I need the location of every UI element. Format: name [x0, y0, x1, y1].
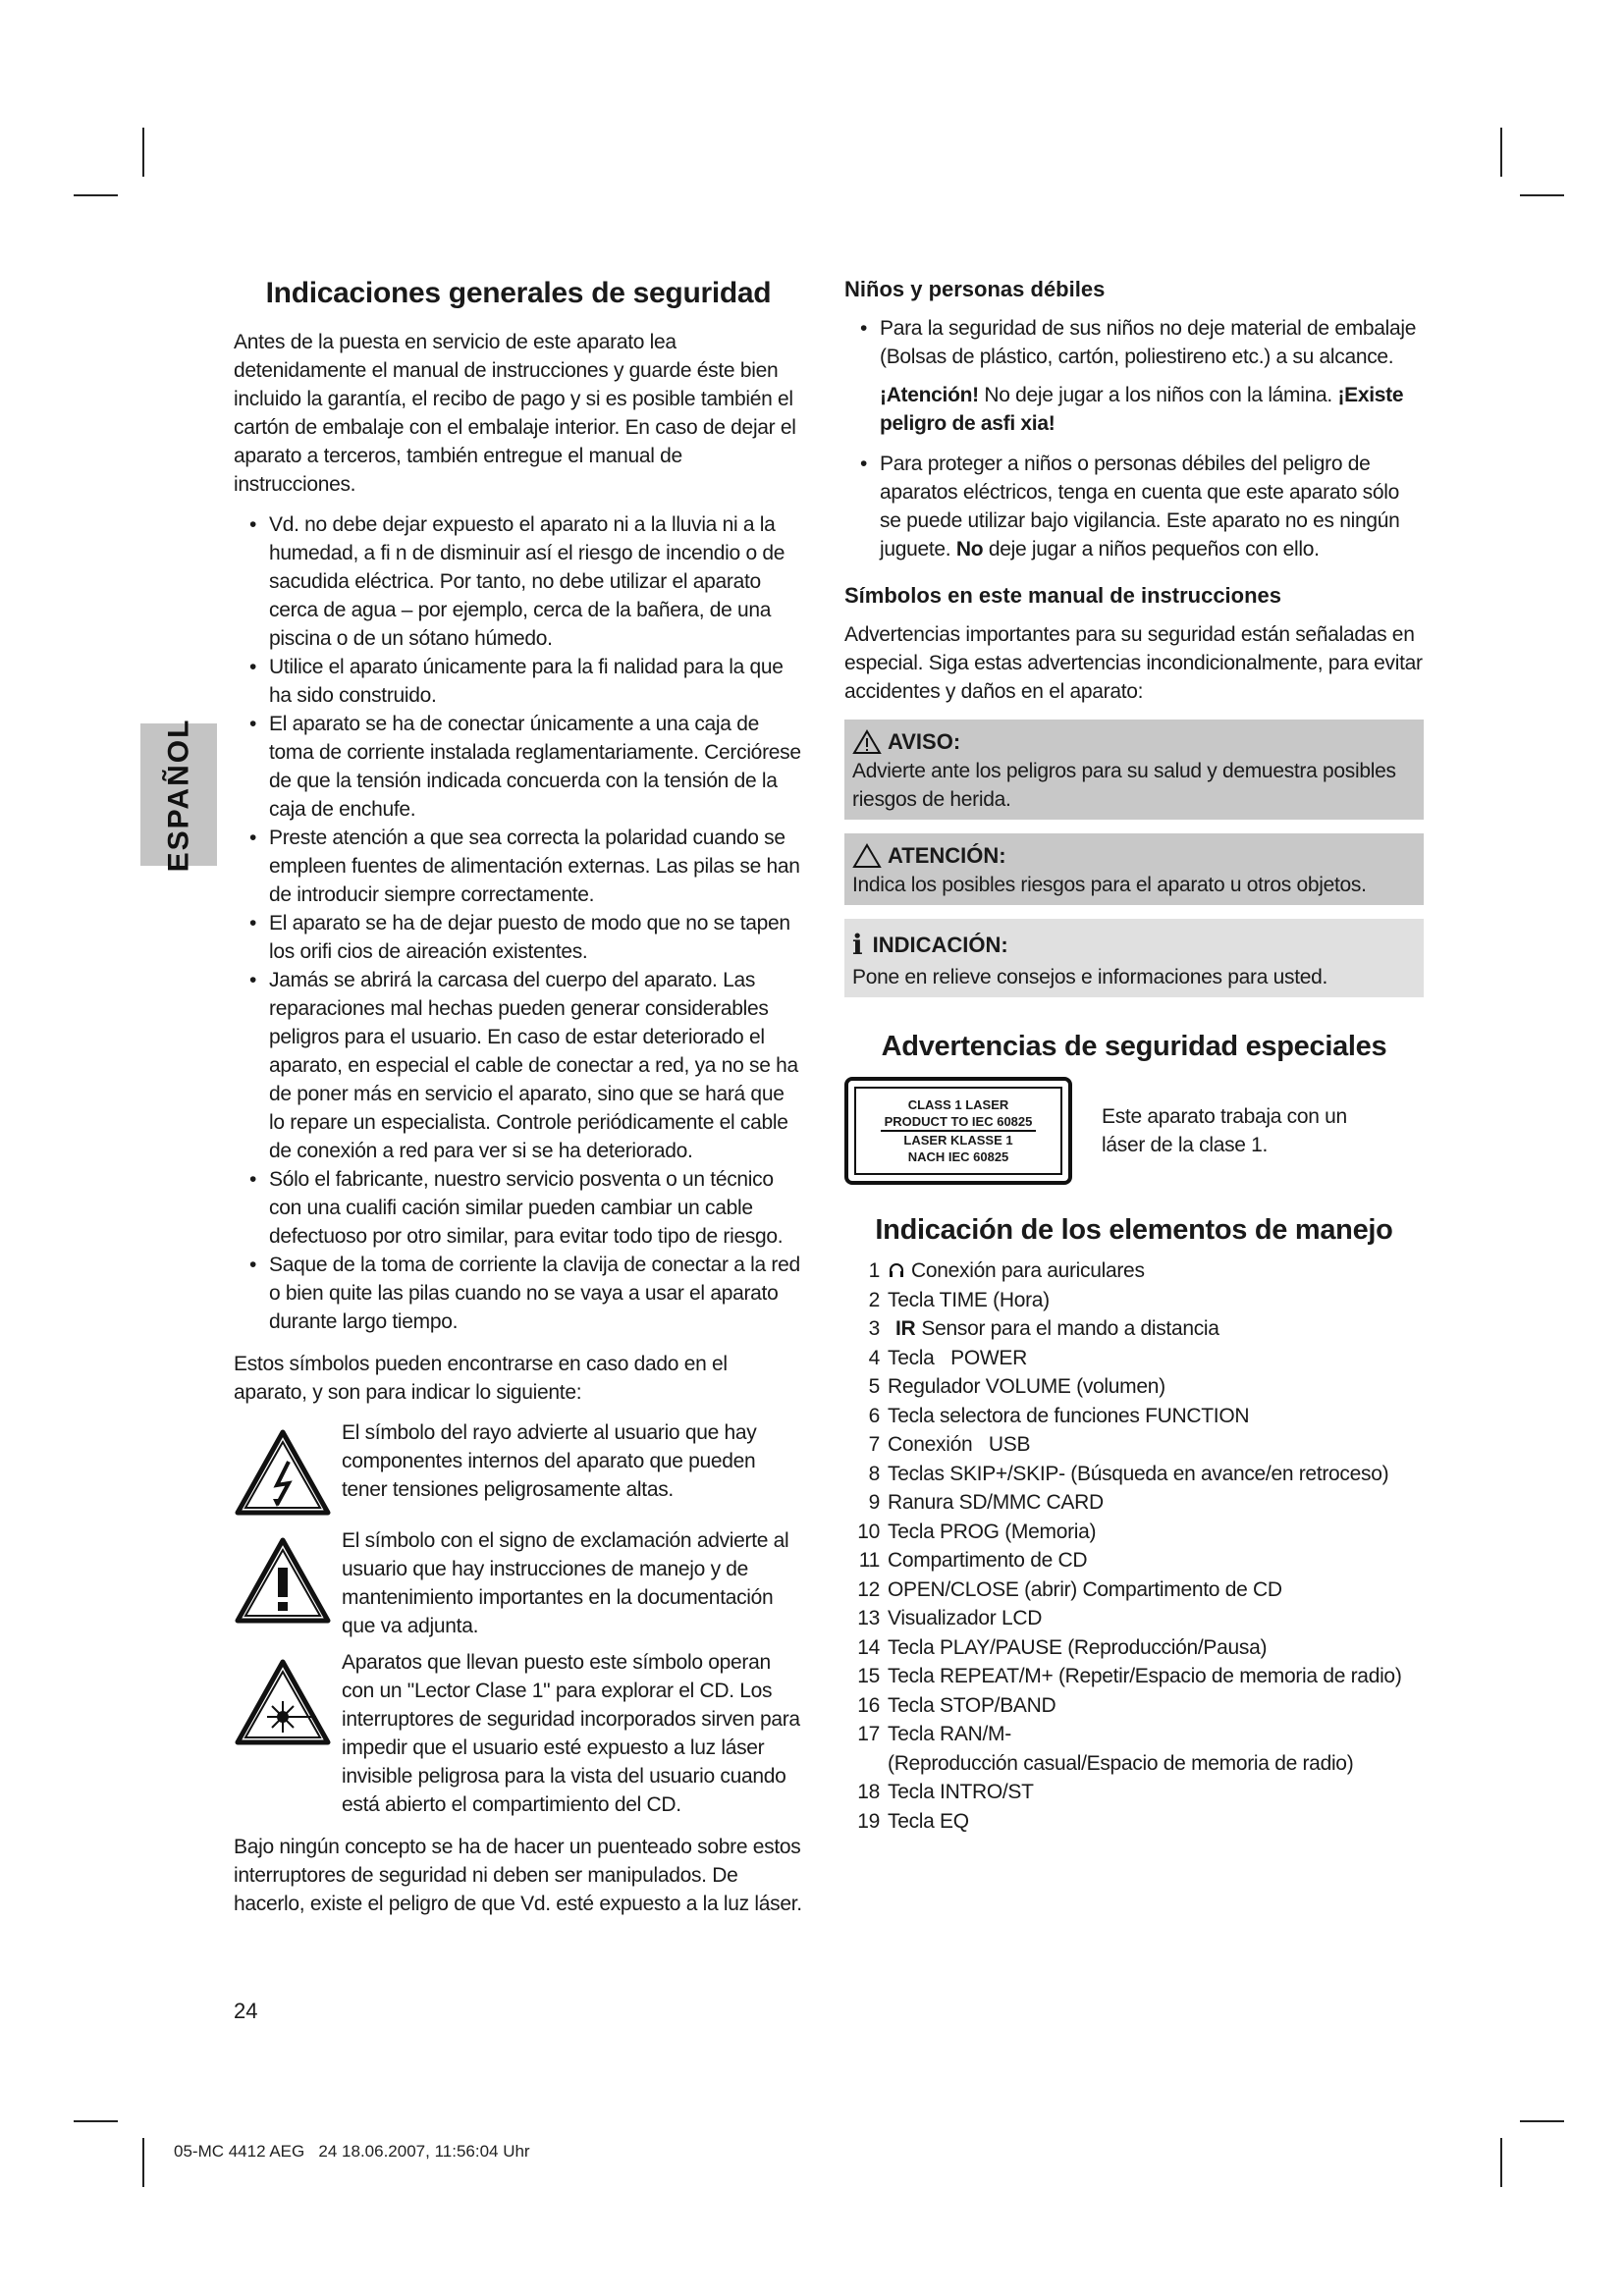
aviso-box [844, 720, 1424, 820]
aviso-text: Advierte ante los peligros para su salud y demuestra posibles riesgos de herida. [852, 760, 1396, 811]
children-bullet-list [844, 450, 1424, 563]
indicacion-title [852, 929, 1416, 961]
control-number: 2 [868, 1288, 880, 1311]
crop-mark [1500, 128, 1502, 177]
control-number: 16 [857, 1693, 880, 1717]
control-text: (Reproducción casual/Espacio de memoria de radio) [888, 1751, 1354, 1775]
control-number: 11 [858, 1549, 880, 1572]
control-item [844, 1575, 1424, 1605]
page-number: 24 [234, 1999, 258, 2023]
control-number: 10 [857, 1520, 880, 1543]
control-text: Tecla PLAY/PAUSE (Reproducción/Pausa) [888, 1635, 1268, 1659]
control-text: Tecla RAN/M- [888, 1723, 1011, 1745]
crop-mark [74, 2120, 118, 2122]
control-label: Sensor para el mando a distancia [921, 1317, 1219, 1340]
control-text: Tecla selectora de funciones FUNCTION [888, 1404, 1250, 1427]
aviso-title [852, 729, 1416, 755]
control-text: Regulador VOLUME (volumen) [888, 1375, 1165, 1398]
warning-triangle-icon [852, 729, 882, 755]
laser-label-line: NACH IEC 60825 [907, 1149, 1009, 1164]
control-item [844, 1604, 1424, 1633]
control-text: Tecla STOP/BAND [888, 1693, 1056, 1717]
laser-warning-icon [234, 1658, 332, 1748]
bullet-text: Para proteger a niños o personas débiles del peligro de aparatos eléctricos, tenga en cuenta que este aparato sólo se puede utilizar bajo vigilancia. Este aparato no es ningún juguete. [880, 453, 1400, 561]
language-tab-label: ESPAÑOL [162, 718, 195, 872]
general-safety-intro: Antes de la puesta en servicio de este aparato lea detenidamente el manual de instrucciones y guarde éste bien incluido la garantía, el recibo de pago y si es posible también el cartón de embalaje con el embalaje interior. En caso de dejar el aparato a terceros, también entregue el manual de instrucciones. [234, 331, 796, 496]
headphones-icon [888, 1261, 905, 1279]
safety-bullet: • Preste atención a que sea correcta la polaridad cuando se empleen fuentes de alimentación externas. Las pilas se han de introducir siempre correctamente. [234, 824, 803, 909]
control-label: Conexión para auriculares [911, 1259, 1145, 1282]
laser-label-line: CLASS 1 LASER [907, 1097, 1009, 1112]
control-text [888, 1314, 1219, 1344]
atencion-title [852, 843, 1416, 869]
control-number: 4 [868, 1346, 880, 1369]
left-column [234, 277, 803, 1930]
control-number: 8 [868, 1462, 880, 1485]
control-text: Tecla TIME (Hora) [888, 1288, 1050, 1311]
attention-text: No deje jugar a los niños con la lámina. [978, 384, 1338, 406]
attention-note [844, 381, 1424, 438]
laser-label-line: LASER KLASSE 1 [903, 1133, 1013, 1148]
symbols-text: Advertencias importantes para su seguridad están señaladas en especial. Siga estas advertencias incondicionalmente, para evitar accidentes y daños en el aparato: [844, 623, 1423, 703]
control-number: 17 [857, 1723, 880, 1745]
bullet-emphasis: No [955, 538, 984, 561]
control-item [844, 1286, 1424, 1315]
control-text: Tecla POWER [888, 1346, 1027, 1369]
attention-lead: ¡Atención! [880, 384, 979, 406]
language-tab [140, 718, 217, 872]
symbol-description: El símbolo con el signo de exclamación advierte al usuario que hay instrucciones de manejo y de mantenimiento importantes en la documentación que va adjunta. [342, 1529, 789, 1637]
special-safety-title: Advertencias de seguridad especiales [881, 1031, 1387, 1062]
indicacion-label: INDICACIÓN: [872, 932, 1008, 957]
attention-end: ¡Existe peligro de asfi xia! [880, 384, 1404, 435]
control-text [888, 1256, 1145, 1286]
atencion-box [844, 833, 1424, 905]
crop-mark [74, 194, 118, 196]
control-text: Tecla REPEAT/M+ (Repetir/Espacio de memoria de radio) [888, 1665, 1402, 1687]
control-text: OPEN/CLOSE (abrir) Compartimento de CD [888, 1577, 1282, 1601]
symbol-entry [234, 1648, 803, 1819]
controls-title: Indicación de los elementos de manejo [875, 1214, 1393, 1246]
indicacion-text: Pone en relieve consejos e informaciones para usted. [852, 966, 1328, 988]
control-number: 1 [868, 1259, 880, 1282]
control-number: 14 [857, 1635, 880, 1659]
safety-switch-warning: Bajo ningún concepto se ha de hacer un puenteado sobre estos interruptores de seguridad ni deben ser manipulados. De hacerlo, existe el peligro de que Vd. esté expuesto a la luz láser. [234, 1836, 802, 1915]
safety-bullet: • Saque de la toma de corriente la clavija de conectar a la red o bien quite las pilas cuando no se vaya a usar el aparato durante largo tiempo. [234, 1251, 803, 1336]
control-number: 18 [857, 1781, 880, 1803]
safety-bullet: • Vd. no debe dejar expuesto el aparato ni a la lluvia ni a la humedad, a fi n de disminuir así el riesgo de incendio o de sacudida eléctrica. Por tanto, no debe utilizar el aparato cerca de agua – por ejemplo, cerca de la bañera, de una piscina o de un sótano húmedo. [234, 510, 803, 653]
control-item [844, 1518, 1424, 1547]
laser-class-text: Este aparato trabaja con un láser de la clase 1. [1102, 1105, 1347, 1156]
crop-mark [1500, 2138, 1502, 2187]
safety-bullet: • El aparato se ha de dejar puesto de modo que no se tapen los orifi cios de aireación existentes. [234, 909, 803, 966]
safety-bullet: • Utilice el aparato únicamente para la fi nalidad para la que ha sido construido. [234, 653, 803, 710]
control-number: 12 [857, 1577, 880, 1601]
symbols-heading: Símbolos en este manual de instrucciones [844, 583, 1282, 608]
control-item [844, 1256, 1424, 1286]
safety-bullet-list [234, 510, 803, 1336]
control-number: 9 [868, 1491, 880, 1514]
children-bullet: • Para la seguridad de sus niños no deje material de embalaje (Bolsas de plástico, cartón, poliestireno etc.) a su alcance. [844, 314, 1424, 371]
control-number: 15 [857, 1665, 880, 1687]
symbols-intro: Estos símbolos pueden encontrarse en caso dado en el aparato, y son para indicar lo siguiente: [234, 1353, 728, 1404]
control-number: 19 [857, 1809, 880, 1833]
control-text: Visualizador LCD [888, 1607, 1043, 1629]
atencion-label: ATENCIÓN: [888, 843, 1006, 868]
control-number: 13 [857, 1607, 880, 1629]
laser-label-line: PRODUCT TO IEC 60825 [881, 1113, 1037, 1132]
control-item [844, 1314, 1424, 1344]
crop-mark [1520, 2120, 1564, 2122]
control-text: Tecla EQ [888, 1809, 969, 1833]
children-bullet [844, 450, 1424, 563]
control-number: 6 [868, 1404, 880, 1427]
crop-mark [142, 2138, 144, 2187]
crop-mark [142, 128, 144, 177]
control-item [844, 1402, 1424, 1431]
aviso-label: AVISO: [888, 729, 961, 754]
control-text: Tecla PROG (Memoria) [888, 1520, 1097, 1543]
exclamation-warning-icon [234, 1536, 332, 1627]
children-heading: Niños y personas débiles [844, 277, 1106, 301]
control-text: Teclas SKIP+/SKIP- (Búsqueda en avance/en retroceso) [888, 1462, 1389, 1485]
control-number: 7 [868, 1433, 880, 1456]
general-safety-title: Indicaciones generales de seguridad [265, 277, 772, 309]
control-item [844, 1749, 1424, 1779]
ir-label: IR [895, 1317, 916, 1340]
control-item [844, 1460, 1424, 1489]
control-item [844, 1372, 1424, 1402]
children-bullet-list [844, 314, 1424, 371]
controls-list [844, 1256, 1424, 1836]
safety-bullet: • Sólo el fabricante, nuestro servicio posventa o un técnico con una cualifi cación similar pueden cambiar un cable defectuoso por otro similar, para evitar todo tipo de riesgo. [234, 1165, 803, 1251]
control-number [844, 1749, 888, 1779]
control-number: 5 [868, 1375, 880, 1398]
lightning-warning-icon [234, 1428, 332, 1519]
control-item [844, 1344, 1424, 1373]
control-item [844, 1778, 1424, 1807]
symbol-description: Aparatos que llevan puesto este símbolo operan con un "Lector Clase 1" para explorar el CD. Los interruptores de seguridad incorporados sirven para impedir que el usuario esté expuesto a luz láser invisible peligrosa para la vista del usuario cuando está abierto el compartimiento del CD. [342, 1651, 800, 1816]
control-item [844, 1807, 1424, 1837]
control-text: Compartimento de CD [888, 1549, 1088, 1572]
right-column [844, 277, 1424, 1836]
control-item [844, 1430, 1424, 1460]
control-item [844, 1633, 1424, 1663]
control-text: Conexión USB [888, 1433, 1031, 1456]
symbol-description: El símbolo del rayo advierte al usuario que hay componentes internos del aparato que pueden tener tensiones peligrosamente altas. [342, 1421, 757, 1501]
control-number: 3 [868, 1317, 880, 1340]
caution-triangle-icon [852, 843, 882, 869]
crop-mark [1520, 194, 1564, 196]
atencion-text: Indica los posibles riesgos para el aparato u otros objetos. [852, 874, 1367, 896]
indicacion-box [844, 919, 1424, 997]
symbol-entry [234, 1526, 803, 1640]
control-text: Ranura SD/MMC CARD [888, 1491, 1104, 1514]
safety-bullet: • El aparato se ha de conectar únicamente a una caja de toma de corriente instalada reglamentariamente. Cerciórese de que la tensión indicada concuerda con la tensión de la caja de enchufe. [234, 710, 803, 824]
print-metadata: 05-MC 4412 AEG 24 18.06.2007, 11:56:04 Uhr [174, 2142, 530, 2161]
control-item [844, 1488, 1424, 1518]
control-text: Tecla INTRO/ST [888, 1781, 1034, 1803]
bullet-text: deje jugar a niños pequeños con ello. [983, 538, 1320, 561]
control-item [844, 1546, 1424, 1575]
control-item [844, 1720, 1424, 1749]
control-item [844, 1691, 1424, 1721]
control-item [844, 1662, 1424, 1691]
safety-bullet: • Jamás se abrirá la carcasa del cuerpo del aparato. Las reparaciones mal hechas pueden generar considerables peligros para el usuario. En caso de estar deteriorado el aparato, en especial el cable de conectar a red, ya no se ha de poner más en servicio el aparato, sino que se hará que lo repare un especialista. Controle periódicamente el cable de conexión a red para ver si se ha deteriorado. [234, 966, 803, 1165]
laser-class-label [844, 1077, 1072, 1185]
laser-class-section [844, 1077, 1424, 1185]
info-icon: i [852, 929, 863, 961]
symbol-entry [234, 1418, 803, 1519]
